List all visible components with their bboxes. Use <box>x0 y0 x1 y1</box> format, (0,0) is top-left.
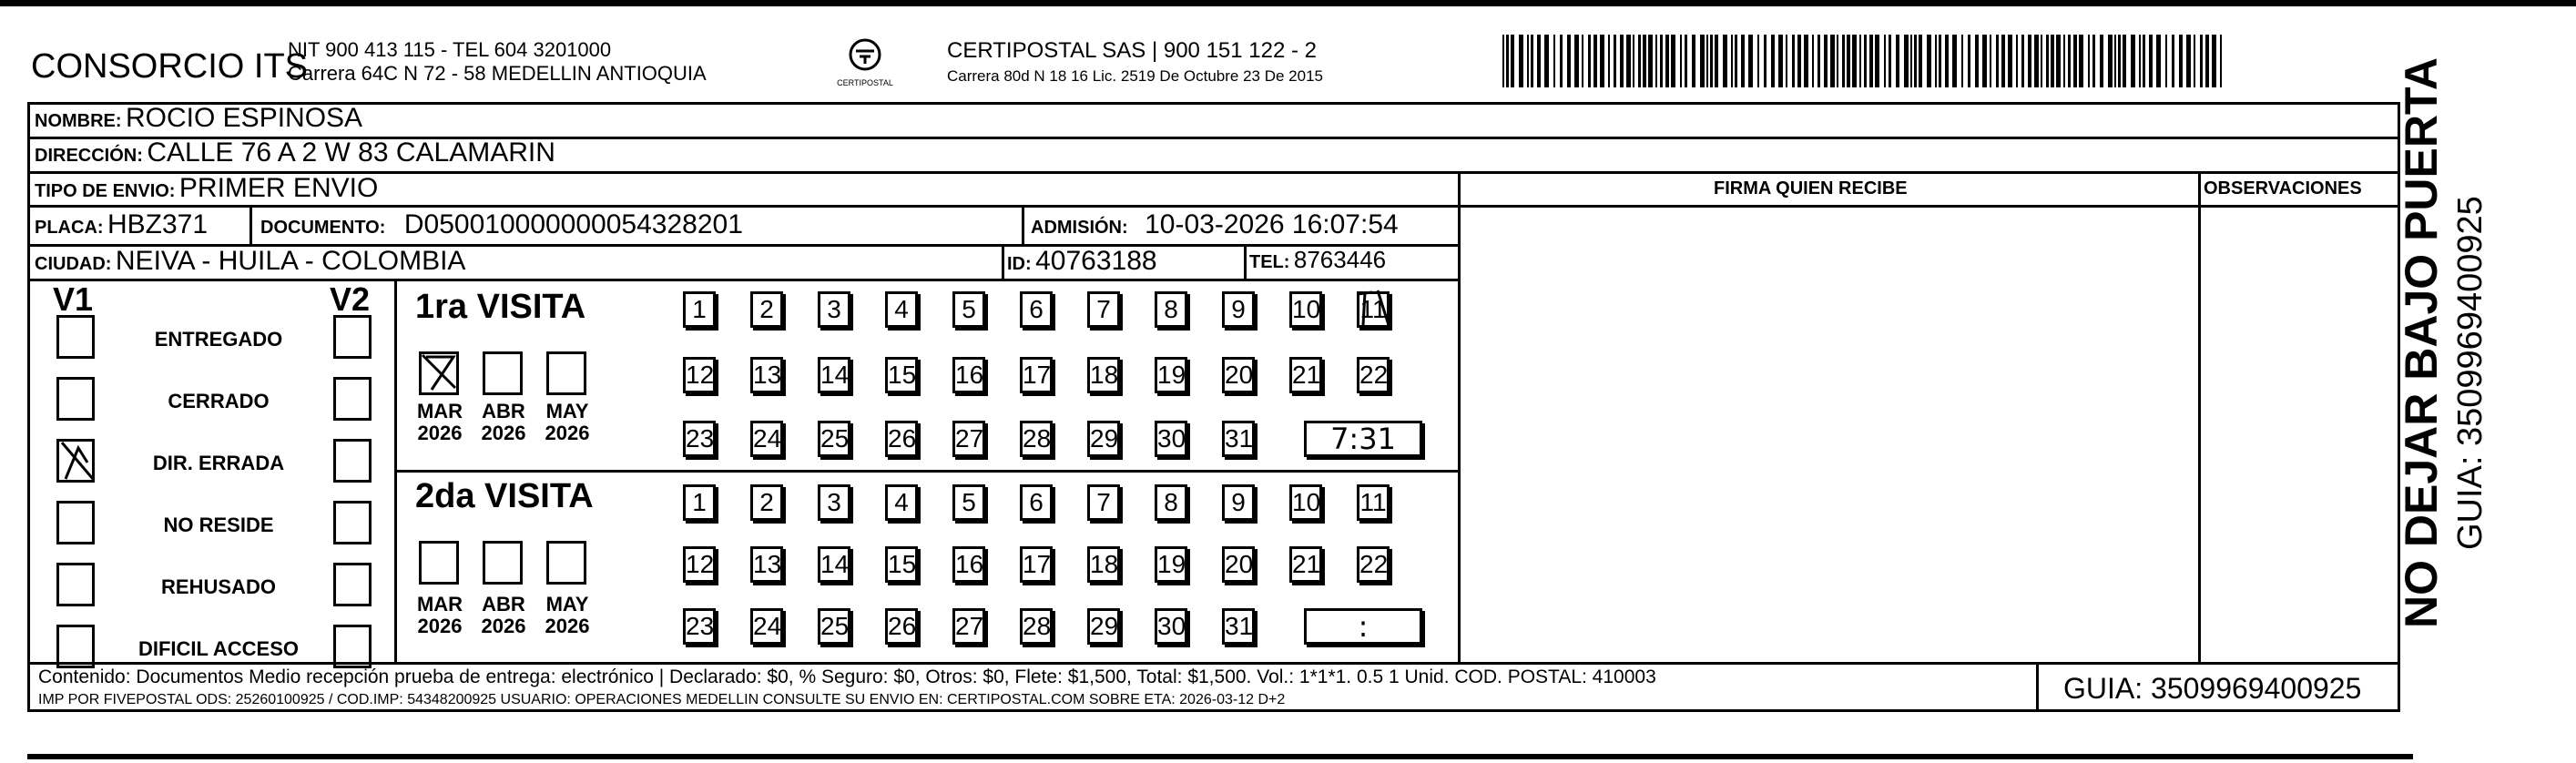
id-row <box>1007 246 1157 277</box>
barcode-bar <box>1567 35 1571 87</box>
visit1-day-box[interactable]: 10 <box>1289 291 1322 328</box>
certipostal-line2: Carrera 80d N 18 16 Lic. 2519 De Octubre 23 De 2015 <box>947 67 1323 85</box>
barcode-bar <box>1824 35 1828 87</box>
barcode-bar <box>1731 35 1733 87</box>
handwritten-mark-icon <box>56 439 95 483</box>
month-year: 2026 <box>481 422 526 444</box>
barcode-bar <box>1655 35 1657 87</box>
barcode-bar <box>1506 35 1509 87</box>
barcode-bar <box>1643 35 1646 87</box>
month-year: 2026 <box>417 615 463 637</box>
side-warning: NO DEJAR BAJO PUERTA <box>2396 57 2447 628</box>
v2-checkbox[interactable] <box>333 563 372 606</box>
barcode-bar <box>2200 35 2203 87</box>
visit2-day-box[interactable]: 1 <box>683 484 716 521</box>
barcode-bar <box>1560 35 1563 87</box>
barcode-bar <box>2051 35 2054 87</box>
visit2-day-box[interactable]: 16 <box>952 546 985 583</box>
visit1-month-box[interactable] <box>546 351 586 395</box>
visit2-day-box[interactable]: 30 <box>1155 608 1187 645</box>
barcode-bar <box>1648 35 1653 87</box>
visit2-day-box[interactable]: 2 <box>750 484 783 521</box>
barcode-bar <box>1537 35 1541 87</box>
visit1-month-box[interactable] <box>419 351 459 395</box>
tel-row <box>1249 246 1386 274</box>
divider-placa <box>249 205 252 244</box>
barcode-bar <box>2021 35 2024 87</box>
visit1-day-box[interactable]: 3 <box>818 291 850 328</box>
barcode-bar <box>2088 35 2090 87</box>
barcode-bar <box>1982 35 1987 87</box>
month-name: MAR <box>416 400 463 422</box>
barcode-bar <box>1706 35 1708 87</box>
id-value: 40763188 <box>1035 246 1157 276</box>
v2-checkbox[interactable] <box>333 501 372 544</box>
barcode-bar <box>2056 35 2061 87</box>
barcode-bar <box>1600 35 1604 87</box>
barcode-bar <box>1748 35 1753 87</box>
barcode-bar <box>2131 35 2135 87</box>
barcode-bar <box>2149 35 2153 87</box>
observaciones-header: OBSERVACIONES <box>2204 178 2362 198</box>
barcode-bar <box>1935 35 1937 87</box>
visit1-day-box[interactable]: 9 <box>1222 291 1255 328</box>
nombre-value: ROCIO ESPINOSA <box>126 103 363 133</box>
visit1-day-box[interactable]: 27 <box>952 421 985 457</box>
visit1-day-box[interactable]: 12 <box>683 357 716 393</box>
admision-label: ADMISIÓN: <box>1031 218 1128 238</box>
visit1-day-box[interactable]: 2 <box>750 291 783 328</box>
firma-header: FIRMA QUIEN RECIBE <box>1714 178 1908 198</box>
barcode-bar <box>1692 35 1695 87</box>
barcode-bar <box>1614 35 1616 87</box>
barcode-bar <box>1608 35 1610 87</box>
visit2-month-box[interactable] <box>546 541 586 585</box>
barcode-bar <box>1975 35 1979 87</box>
barcode-bar <box>1875 35 1879 87</box>
barcode-bar <box>1968 35 1970 87</box>
visit1-day-box[interactable]: 18 <box>1087 357 1120 393</box>
first-visit-title: 1ra VISITA <box>415 288 586 326</box>
barcode-bar <box>2063 35 2065 87</box>
barcode-bar <box>2179 35 2183 87</box>
barcode-bar <box>1671 35 1675 87</box>
barcode-bar <box>1531 35 1533 87</box>
nombre-row <box>35 103 362 134</box>
visit1-day-box[interactable]: 11 <box>1357 291 1390 328</box>
v1-checkbox[interactable] <box>56 377 95 421</box>
divider-obs <box>2198 171 2201 662</box>
visit1-month-label <box>535 401 599 444</box>
visit2-day-box[interactable]: 10 <box>1289 484 1322 521</box>
barcode-bar <box>1723 35 1727 87</box>
rule-visits <box>394 470 1460 473</box>
barcode-bar <box>2143 35 2145 87</box>
visit1-day-box[interactable]: 5 <box>952 291 985 328</box>
barcode-bar <box>1904 35 1909 87</box>
barcode-bar <box>1771 35 1775 87</box>
visit2-day-box[interactable]: 6 <box>1020 484 1053 521</box>
bottom-border <box>27 754 2413 759</box>
visit1-day-box[interactable]: 28 <box>1020 421 1053 457</box>
visit2-day-box[interactable]: 27 <box>952 608 985 645</box>
visit2-day-box[interactable]: 24 <box>750 608 783 645</box>
barcode-bar <box>2156 35 2161 87</box>
certipostal-logo <box>830 35 900 91</box>
barcode-bar <box>2034 35 2039 87</box>
barcode-bar <box>1593 35 1597 87</box>
tipo-row <box>35 173 378 204</box>
barcode-bar <box>2001 35 2005 87</box>
v1-checkbox[interactable] <box>56 625 95 668</box>
visit1-day-box[interactable]: 26 <box>885 421 918 457</box>
divider-firma <box>1458 171 1461 662</box>
status-label: CERRADO <box>168 390 270 412</box>
company-info <box>288 38 707 86</box>
barcode-bar <box>1582 35 1583 87</box>
barcode-bar <box>1952 35 1957 87</box>
visit1-day-box[interactable]: 17 <box>1020 357 1053 393</box>
visit2-month-label <box>472 594 535 637</box>
barcode-bar <box>1864 35 1867 87</box>
visit1-day-box[interactable]: 19 <box>1155 357 1187 393</box>
barcode-bar <box>1710 35 1713 87</box>
barcode-bar <box>1896 35 1899 87</box>
barcode-bar <box>1778 35 1783 87</box>
barcode-bar <box>1792 35 1795 87</box>
visit1-day-box[interactable]: 16 <box>952 357 985 393</box>
visit1-day-box[interactable]: 1 <box>683 291 716 328</box>
month-name: MAY <box>545 593 589 615</box>
barcode-bar <box>1996 35 1999 87</box>
barcode-bar <box>2079 35 2083 87</box>
month-name: MAY <box>545 400 589 422</box>
tel-label: TEL: <box>1249 252 1290 272</box>
visit1-day-box[interactable]: 15 <box>885 357 918 393</box>
visit1-day-box[interactable]: 25 <box>818 421 850 457</box>
barcode-bar <box>1945 35 1949 87</box>
barcode-bar <box>1869 35 1873 87</box>
ciudad-value: NEIVA - HUILA - COLOMBIA <box>115 246 466 276</box>
barcode-bar <box>1847 35 1850 87</box>
visit2-day-box[interactable]: 28 <box>1020 608 1053 645</box>
month-name: ABR <box>482 593 525 615</box>
v2-header: V2 <box>330 280 371 318</box>
visit1-month-label <box>408 401 472 444</box>
barcode-bar <box>1544 35 1549 87</box>
ciudad-label: CIUDAD: <box>35 254 112 274</box>
barcode-bar <box>1665 35 1669 87</box>
footer-print-info: IMP POR FIVEPOSTAL ODS: 25260100925 / COD.IMP: 54348200925 USUARIO: OPERACIONES MEDELLIN CONSULTE SU ENVIO EN: CERTIPOSTAL.COM SOBRE ETA: 2026-03-12 D+2 <box>38 692 1286 707</box>
month-year: 2026 <box>417 422 463 444</box>
admision-row <box>1031 209 1399 240</box>
footer-content: Contenido: Documentos Medio recepción prueba de entrega: electrónico | Declarado: $0, % Seguro: $0, Otros: $0, Flete: $1,500, Total: $1,500. Vol.: 1*1*1. 0.5 1 Unid. COD. POSTAL: 410003 <box>38 666 1656 687</box>
documento-row <box>260 209 743 240</box>
barcode-bar <box>1889 35 1891 87</box>
v1-checkbox[interactable] <box>56 315 95 359</box>
month-name: MAR <box>416 593 463 615</box>
barcode-bar <box>2212 35 2216 87</box>
barcode-bar <box>1910 35 1912 87</box>
barcode-bar <box>2123 35 2126 87</box>
visit2-day-box[interactable]: 17 <box>1020 546 1053 583</box>
v2-checkbox[interactable] <box>333 377 372 421</box>
barcode-bar <box>2220 35 2222 87</box>
status-label: DIFICIL ACCESO <box>137 637 299 660</box>
visit2-day-box[interactable]: 3 <box>818 484 850 521</box>
footer-guia: GUIA: 3509969400925 <box>2063 672 2362 705</box>
visit2-day-box[interactable]: 25 <box>818 608 850 645</box>
barcode-bar <box>2068 35 2071 87</box>
barcode-bar <box>1741 35 1745 87</box>
direccion-row <box>35 137 555 168</box>
barcode-bar <box>2194 35 2195 87</box>
company-name: CONSORCIO ITS <box>31 47 309 86</box>
visit2-month-label <box>408 594 472 637</box>
barcode-bar <box>1764 35 1767 87</box>
visit1-day-box[interactable]: 21 <box>1289 357 1322 393</box>
barcode-bar <box>2205 35 2209 87</box>
barcode-bar <box>1511 35 1514 87</box>
divider-guia <box>2036 662 2039 712</box>
visit1-day-box[interactable]: 30 <box>1155 421 1187 457</box>
barcode-bar <box>2172 35 2174 87</box>
barcode-bar <box>1620 35 1624 87</box>
status-label: REHUSADO <box>161 575 276 598</box>
rule-5 <box>27 279 1461 281</box>
barcode-bar <box>2114 35 2116 87</box>
visit1-day-box[interactable]: 29 <box>1087 421 1120 457</box>
visit2-day-box[interactable]: 31 <box>1222 608 1255 645</box>
divider-id <box>1002 244 1004 279</box>
barcode-bar <box>1715 35 1718 87</box>
visit2-day-box[interactable]: 11 <box>1357 484 1390 521</box>
visit2-day-box[interactable]: 5 <box>952 484 985 521</box>
visit2-day-box[interactable]: 20 <box>1222 546 1255 583</box>
barcode-bar <box>1588 35 1591 87</box>
v1-checkbox[interactable] <box>56 439 95 483</box>
barcode-bar <box>1797 35 1801 87</box>
visit2-day-box[interactable]: 14 <box>818 546 850 583</box>
second-visit-title: 2da VISITA <box>415 477 594 515</box>
visit2-day-box[interactable]: 15 <box>885 546 918 583</box>
barcode-bar <box>1939 35 1941 87</box>
barcode-bar <box>1519 35 1523 87</box>
visit1-day-box[interactable]: 6 <box>1020 291 1053 328</box>
visit1-day-box[interactable]: 4 <box>885 291 918 328</box>
divider-tel <box>1244 244 1247 279</box>
certipostal-info <box>947 38 1323 89</box>
visit2-day-box[interactable]: 23 <box>683 608 716 645</box>
v1-checkbox[interactable] <box>56 501 95 544</box>
visit1-day-box[interactable]: 24 <box>750 421 783 457</box>
barcode-bar <box>1817 35 1820 87</box>
rule-3 <box>27 205 2400 208</box>
barcode-bar <box>1842 35 1845 87</box>
barcode-bar <box>2041 35 2042 87</box>
barcode-bar <box>1830 35 1835 87</box>
barcode-bar <box>2139 35 2141 87</box>
barcode-bar <box>1633 35 1634 87</box>
barcode-bar <box>1626 35 1631 87</box>
visit2-day-box[interactable]: 21 <box>1289 546 1322 583</box>
barcode-bar <box>1884 35 1886 87</box>
placa-label: PLACA: <box>35 218 104 238</box>
barcode-bar <box>1680 35 1682 87</box>
visit2-month-label <box>535 594 599 637</box>
month-year: 2026 <box>481 615 526 637</box>
visit1-day-box[interactable]: 7 <box>1087 291 1120 328</box>
visit1-month-box[interactable] <box>483 351 523 395</box>
visit2-month-box[interactable] <box>419 541 459 585</box>
visit2-day-box[interactable]: 19 <box>1155 546 1187 583</box>
tipo-label: TIPO DE ENVIO: <box>35 181 176 201</box>
status-label: DIR. ERRADA <box>152 452 285 474</box>
side-guia: GUIA: 3509969400925 <box>2451 196 2489 550</box>
admision-value: 10-03-2026 16:07:54 <box>1145 209 1399 239</box>
barcode-bar <box>1502 35 1504 87</box>
visit2-day-box[interactable]: 9 <box>1222 484 1255 521</box>
v1-checkbox[interactable] <box>56 563 95 606</box>
documento-label: DOCUMENTO: <box>260 218 386 238</box>
barcode-bar <box>1990 35 1991 87</box>
top-border <box>0 0 2576 6</box>
id-label: ID: <box>1007 254 1032 274</box>
handwritten-mark-icon <box>1356 289 1392 329</box>
barcode-bar <box>1859 35 1861 87</box>
placa-value: HBZ371 <box>107 209 209 239</box>
barcode-bar <box>2008 35 2012 87</box>
visit1-day-box[interactable]: 23 <box>683 421 716 457</box>
barcode-bar <box>1812 35 1814 87</box>
barcode-bar <box>1837 35 1838 87</box>
visit2-day-box[interactable]: 7 <box>1087 484 1120 521</box>
visit1-month-label <box>472 401 535 444</box>
barcode-bar <box>1553 35 1555 87</box>
barcode-bar <box>1852 35 1857 87</box>
visit2-day-box[interactable]: 26 <box>885 608 918 645</box>
month-year: 2026 <box>545 422 590 444</box>
direccion-label: DIRECCIÓN: <box>35 146 143 166</box>
visit2-day-box[interactable]: 8 <box>1155 484 1187 521</box>
address-line: Carrera 64C N 72 - 58 MEDELLIN ANTIOQUIA <box>288 62 707 85</box>
visit2-time-box[interactable]: : <box>1304 608 1422 645</box>
barcode-bar <box>1914 35 1917 87</box>
month-name: ABR <box>482 400 525 422</box>
barcode-bar <box>2100 35 2103 87</box>
barcode-bar <box>1660 35 1663 87</box>
barcode-bar <box>2108 35 2113 87</box>
rule-footer <box>27 662 2400 665</box>
barcode-bar <box>1735 35 1737 87</box>
divider-admision <box>1022 205 1024 244</box>
visit2-day-box[interactable]: 4 <box>885 484 918 521</box>
form-frame <box>27 102 2400 712</box>
handwritten-mark-icon <box>419 351 459 395</box>
barcode-bar <box>1927 35 1931 87</box>
certipostal-line1: CERTIPOSTAL SAS | 900 151 122 - 2 <box>947 38 1317 63</box>
visit1-day-box[interactable]: 13 <box>750 357 783 393</box>
visit2-day-box[interactable]: 18 <box>1087 546 1120 583</box>
visit1-day-box[interactable]: 22 <box>1357 357 1390 393</box>
barcode-bar <box>1700 35 1705 87</box>
visit1-day-box[interactable]: 8 <box>1155 291 1187 328</box>
barcode-bar <box>2165 35 2167 87</box>
ciudad-row <box>35 246 465 277</box>
placa-row <box>35 209 208 240</box>
nombre-label: NOMBRE: <box>35 111 122 131</box>
barcode-bar <box>1804 35 1808 87</box>
v2-checkbox[interactable] <box>333 439 372 483</box>
visit1-day-box[interactable]: 31 <box>1222 421 1255 457</box>
visit1-day-box[interactable]: 20 <box>1222 357 1255 393</box>
logo-text: CERTIPOSTAL <box>837 78 893 87</box>
visit2-day-box[interactable]: 13 <box>750 546 783 583</box>
visit2-month-box[interactable] <box>483 541 523 585</box>
visit1-day-box[interactable]: 14 <box>818 357 850 393</box>
barcode-bar <box>1574 35 1579 87</box>
barcode-bar <box>2118 35 2121 87</box>
barcode-bar <box>1919 35 1922 87</box>
documento-value: D050010000000054328201 <box>403 209 743 239</box>
tipo-value: PRIMER ENVIO <box>178 173 379 203</box>
barcode <box>1502 35 2222 87</box>
rule-2 <box>27 171 2400 174</box>
status-label: ENTREGADO <box>154 328 283 351</box>
barcode-bar <box>1685 35 1687 87</box>
visit2-day-box[interactable]: 29 <box>1087 608 1120 645</box>
v1-header: V1 <box>53 280 94 318</box>
barcode-bar <box>2016 35 2018 87</box>
barcode-bar <box>2046 35 2049 87</box>
direccion-value: CALLE 76 A 2 W 83 CALAMARIN <box>147 137 555 168</box>
visit2-day-box[interactable]: 22 <box>1357 546 1390 583</box>
barcode-bar <box>2092 35 2095 87</box>
barcode-bar <box>1786 35 1787 87</box>
barcode-bar <box>2073 35 2077 87</box>
month-year: 2026 <box>545 615 590 637</box>
nit-line: NIT 900 413 115 - TEL 604 3201000 <box>288 38 612 61</box>
tel-value: 8763446 <box>1293 246 1387 273</box>
v2-checkbox[interactable] <box>333 315 372 359</box>
status-label: NO RESIDE <box>163 514 274 536</box>
barcode-bar <box>1527 35 1529 87</box>
barcode-bar <box>2186 35 2191 87</box>
v2-checkbox[interactable] <box>333 625 372 668</box>
visit2-day-box[interactable]: 12 <box>683 546 716 583</box>
visit1-time-box[interactable]: 7:31 <box>1304 421 1422 457</box>
barcode-bar <box>2028 35 2031 87</box>
barcode-bar <box>1961 35 1963 87</box>
barcode-bar <box>1757 35 1759 87</box>
barcode-bar <box>1638 35 1641 87</box>
